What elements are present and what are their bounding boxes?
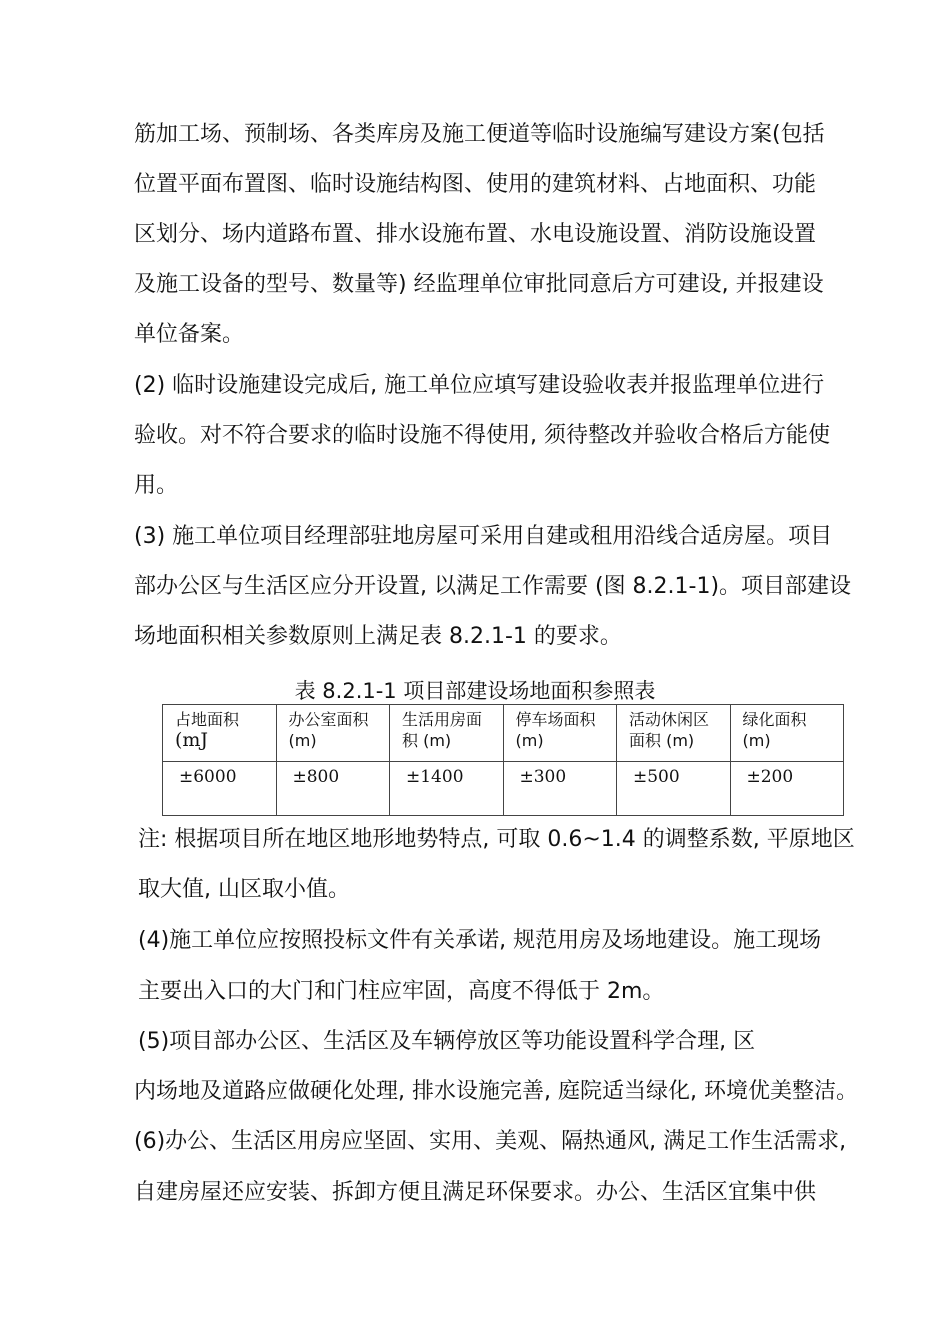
paragraph-line: 单位备案。 — [134, 322, 245, 347]
table-cell: ±1400 — [390, 762, 504, 816]
paragraph-line: 内场地及道路应做硬化处理, 排水设施完善, 庭院适当绿化, 环境优美整洁。 — [134, 1079, 858, 1104]
note-line: 注: 根据项目所在地区地形地势特点, 可取 0.6~1.4 的调整系数, 平原地区 — [138, 827, 855, 852]
paragraph-line: 验收。对不符合要求的临时设施不得使用, 须待整改并验收合格后方能使 — [134, 423, 830, 448]
paragraph-line: (4)施工单位应按照投标文件有关承诺, 规范用房及场地建设。施工现场 — [138, 928, 822, 953]
table-header-cell: 绿化面积 (m) — [730, 705, 844, 762]
table-caption: 表 8.2.1-1 项目部建设场地面积参照表 — [294, 679, 656, 703]
paragraph-line: (3) 施工单位项目经理部驻地房屋可采用自建或租用沿线合适房屋。项目 — [134, 524, 833, 549]
table-cell: ±500 — [617, 762, 731, 816]
paragraph-line: 及施工设备的型号、数量等) 经监理单位审批同意后方可建设, 并报建设 — [134, 272, 824, 297]
table-header-cell: 生活用房面 积 (m) — [390, 705, 504, 762]
table-cell: ±300 — [503, 762, 617, 816]
note-line: 取大值, 山区取小值。 — [138, 877, 350, 902]
table-cell: ±6000 — [163, 762, 277, 816]
paragraph-line: (2) 临时设施建设完成后, 施工单位应填写建设验收表并报监理单位进行 — [134, 373, 825, 398]
table-cell: ±800 — [276, 762, 390, 816]
area-reference-table — [162, 704, 844, 816]
paragraph-line: 部办公区与生活区应分开设置, 以满足工作需要 (图 8.2.1-1)。项目部建设 — [134, 574, 852, 599]
table-header-cell: 停车场面积 (m) — [503, 705, 617, 762]
paragraph-line: 筋加工场、预制场、各类库房及施工便道等临时设施编写建设方案(包括 — [134, 122, 825, 147]
paragraph-line: 区划分、场内道路布置、排水设施布置、水电设施设置、消防设施设置 — [134, 222, 817, 247]
table-header-cell: 占地面积 (mJ — [163, 705, 277, 762]
table-header-cell: 办公室面积 (m) — [276, 705, 390, 762]
table-header-cell: 活动休闲区 面积 (m) — [617, 705, 731, 762]
table-row — [163, 762, 844, 816]
table-header-row — [163, 705, 844, 762]
paragraph-line: 场地面积相关参数原则上满足表 8.2.1-1 的要求。 — [134, 624, 622, 649]
paragraph-line: (5)项目部办公区、生活区及车辆停放区等功能设置科学合理, 区 — [138, 1029, 756, 1054]
paragraph-line: 用。 — [134, 473, 179, 498]
paragraph-line: 位置平面布置图、临时设施结构图、使用的建筑材料、占地面积、功能 — [134, 172, 817, 197]
paragraph-line: (6)办公、生活区用房应坚固、实用、美观、隔热通风, 满足工作生活需求, — [134, 1129, 847, 1154]
table-cell: ±200 — [730, 762, 844, 816]
paragraph-line: 自建房屋还应安装、拆卸方便且满足环保要求。办公、生活区宜集中供 — [134, 1180, 817, 1205]
paragraph-line: 主要出入口的大门和门柱应牢固，高度不得低于 2m。 — [138, 979, 665, 1004]
